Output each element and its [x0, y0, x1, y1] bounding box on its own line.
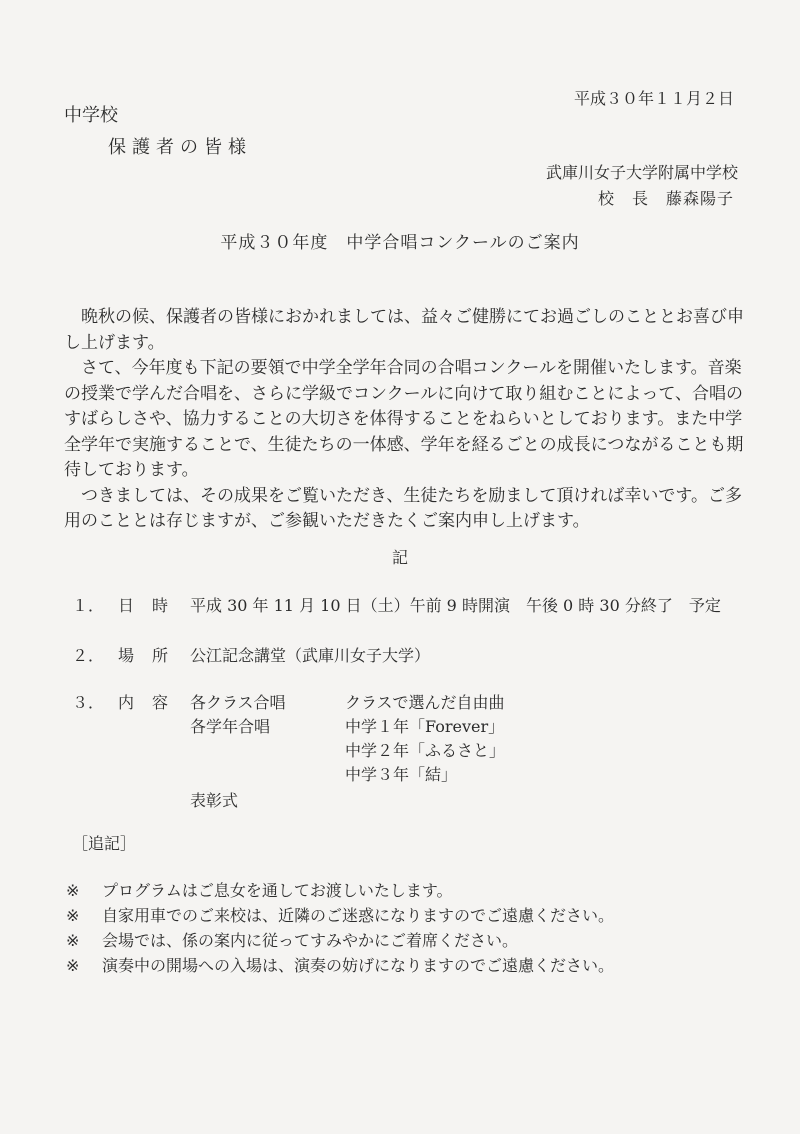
note-mark: ※: [66, 906, 80, 925]
body-paragraph-purpose: さて、今年度も下記の要領で中学全学年合同の合唱コンクールを開催いたします。音楽の授業で学んだ合唱を、さらに学級でコンクールに向けて取り組むことによって、合唱のすばらしさや、協力することの大切さを体得することをねらいとしております。また中学全学年で実施することで、生徒たちの一体感、学年を経るごとの成長につながることも期待しております。: [64, 358, 744, 480]
grade-song-3: 中学３年「結」: [345, 765, 458, 784]
notes-heading: ［追記］: [72, 834, 137, 853]
body-paragraph-request: つきましては、その成果をご覧いただき、生徒たちを励まして頂ければ幸いです。ご多用のこととは存じますが、ご参観いただきたくご案内申し上げます。: [64, 485, 742, 531]
item-award: 表彰式: [190, 791, 239, 810]
item-date-number: １．: [72, 596, 105, 615]
note-item-entry: 演奏中の開場への入場は、演奏の妨げになりますのでご遠慮ください。: [102, 956, 615, 975]
note-mark: ※: [66, 956, 80, 975]
item-content-label: 内容: [118, 693, 187, 712]
item-class-choir-detail: クラスで選んだ自由曲: [345, 693, 505, 712]
note-mark: ※: [66, 881, 80, 900]
grade-song-1: 中学１年「Forever」: [345, 717, 505, 736]
note-mark: ※: [66, 931, 80, 950]
sender-school: 武庫川女子大学附属中学校: [545, 163, 738, 182]
addressee-parents: 保護者の皆様: [108, 137, 252, 158]
sender-principal: 校 長 藤森陽子: [597, 189, 734, 208]
item-place-label: 場所: [118, 646, 187, 665]
note-item-car: 自家用車でのご来校は、近隣のご迷惑になりますのでご遠慮ください。: [102, 906, 615, 925]
grade-song-2: 中学２年「ふるさと」: [345, 741, 506, 760]
item-place-value: 公江記念講堂（武庫川女子大学）: [190, 646, 431, 665]
item-grade-choir: 各学年合唱: [190, 717, 271, 736]
item-date-value: 平成 30 年 11 月 10 日（土）午前 9 時開演 午後 0 時 30 分終了 予定: [190, 596, 721, 615]
item-place-number: ２．: [72, 646, 105, 665]
item-content-number: ３．: [72, 693, 105, 712]
ki-heading: 記: [391, 548, 408, 567]
page-title: 平成３０年度 中学合唱コンクールのご案内: [220, 233, 580, 253]
body-paragraph-greeting: 晩秋の候、保護者の皆様におかれましては、益々ご健勝にてお過ごしのこととお喜び申し上げます。: [64, 307, 744, 353]
letter-date: 平成３０年１１月２日: [573, 89, 734, 108]
note-item-program: プログラムはご息女を通してお渡しいたします。: [102, 881, 453, 900]
item-class-choir: 各クラス合唱: [190, 693, 286, 712]
item-date-label: 日時: [118, 596, 187, 615]
note-item-seating: 会場では、係の案内に従ってすみやかにご着席ください。: [102, 931, 519, 950]
letter-body: [64, 305, 744, 535]
addressee-school: 中学校: [64, 105, 118, 126]
